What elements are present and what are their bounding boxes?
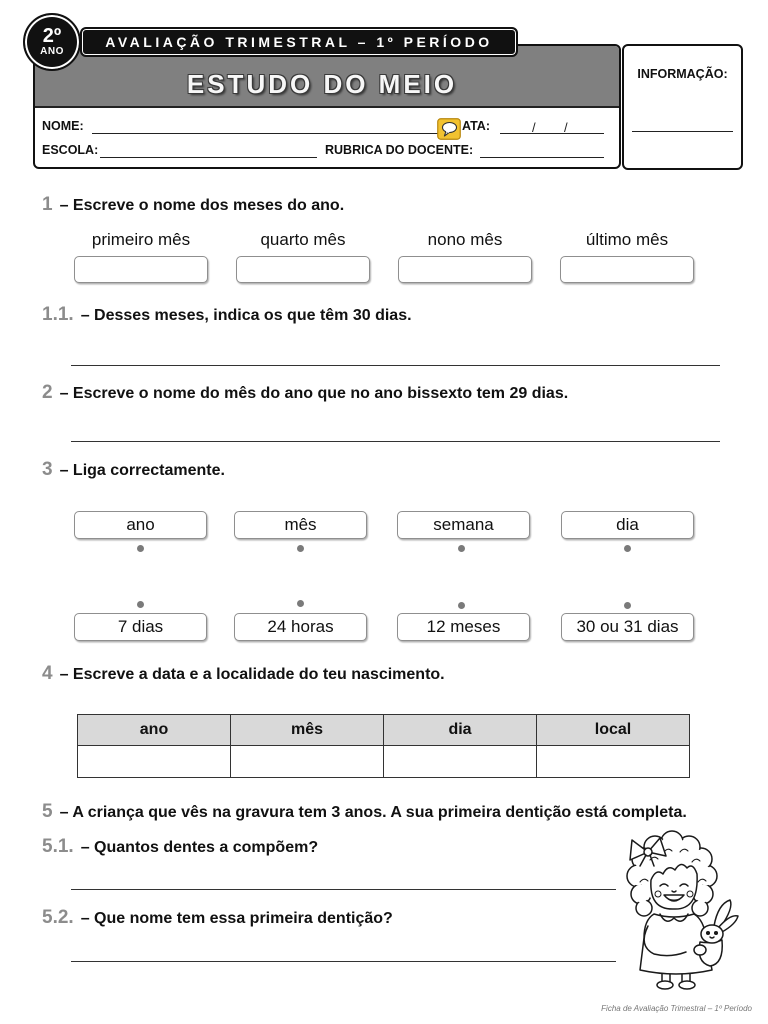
question-number: 5.2.	[42, 907, 74, 928]
match-dot	[297, 600, 304, 607]
question-number: 1.1.	[42, 304, 74, 325]
date-separator: /	[532, 120, 536, 135]
match-item-bottom: 7 dias	[74, 613, 207, 641]
speech-bubble-icon[interactable]	[437, 118, 461, 140]
question-2	[42, 382, 568, 404]
table-header-cell: local	[537, 715, 690, 746]
table-cell	[384, 746, 537, 778]
child-illustration	[620, 830, 740, 992]
question-number: 3	[42, 459, 53, 480]
match-dot	[137, 601, 144, 608]
info-field-line	[632, 131, 733, 132]
answer-line	[71, 961, 616, 962]
table-cell	[78, 746, 231, 778]
match-dot	[137, 545, 144, 552]
question-5-1	[42, 836, 318, 858]
question-number: 1	[42, 194, 53, 215]
table-header-cell: mês	[231, 715, 384, 746]
name-field-line	[92, 133, 455, 134]
question-5-2	[42, 907, 393, 929]
page-footer: Ficha de Avaliação Trimestral – 1º Período	[601, 1004, 752, 1013]
answer-line	[71, 365, 720, 366]
match-dot	[624, 545, 631, 552]
school-field-line	[100, 157, 317, 158]
grade-label: ANO	[40, 46, 64, 57]
question-text: – Escreve a data e a localidade do teu nascimento.	[59, 666, 445, 683]
teacher-signature-line	[480, 157, 604, 158]
date-field-line	[500, 133, 604, 134]
date-separator: /	[564, 120, 568, 135]
match-dot	[458, 602, 465, 609]
teacher-signature-label: RUBRICA DO DOCENTE:	[325, 143, 474, 157]
name-label: NOME:	[42, 119, 84, 133]
birth-table	[77, 714, 690, 778]
month-label: último mês	[585, 230, 669, 249]
subject-title: ESTUDO DO MEIO	[186, 69, 458, 99]
match-item-top: mês	[234, 511, 367, 539]
grade-number: 2º	[42, 25, 62, 47]
grade-badge	[23, 13, 81, 71]
table-header-row	[78, 715, 690, 746]
match-item-bottom: 24 horas	[234, 613, 367, 641]
question-4	[42, 663, 445, 685]
question-text: – Escreve o nome do mês do ano que no ano bissexto tem 29 dias.	[59, 385, 569, 402]
match-dot	[458, 545, 465, 552]
match-dot	[297, 545, 304, 552]
question-5	[42, 801, 687, 823]
assessment-banner: AVALIAÇÃO TRIMESTRAL – 1º PERÍODO	[80, 27, 518, 57]
question-text: – Liga correctamente.	[59, 462, 225, 479]
question-number: 2	[42, 382, 53, 403]
answer-box	[560, 256, 694, 283]
answer-box	[74, 256, 208, 283]
school-label: ESCOLA:	[42, 143, 99, 157]
question-text: – Que nome tem essa primeira dentição?	[80, 910, 393, 927]
month-label: nono mês	[427, 230, 503, 249]
answer-box	[236, 256, 370, 283]
match-item-top: semana	[397, 511, 530, 539]
question-text: – A criança que vês na gravura tem 3 anos. A sua primeira dentição está completa.	[59, 804, 687, 821]
answer-line	[71, 889, 616, 890]
match-item-top: ano	[74, 511, 207, 539]
table-header-cell: ano	[78, 715, 231, 746]
question-text: – Escreve o nome dos meses do ano.	[59, 197, 345, 214]
info-box	[622, 44, 743, 170]
question-number: 5.1.	[42, 836, 74, 857]
question-number: 5	[42, 801, 53, 822]
question-1-1	[42, 304, 412, 326]
month-label: primeiro mês	[91, 230, 191, 249]
header-panel	[33, 44, 621, 169]
match-dot	[624, 602, 631, 609]
match-item-bottom: 30 ou 31 dias	[561, 613, 694, 641]
question-1	[42, 194, 344, 216]
question-text: – Quantos dentes a compõem?	[80, 839, 319, 856]
answer-line	[71, 441, 720, 442]
info-label: INFORMAÇÃO:	[637, 67, 728, 81]
table-header-cell: dia	[384, 715, 537, 746]
question-number: 4	[42, 663, 53, 684]
table-cell	[231, 746, 384, 778]
table-cell	[537, 746, 690, 778]
table-row	[78, 746, 690, 778]
date-label: ATA:	[462, 119, 490, 133]
match-item-bottom: 12 meses	[397, 613, 530, 641]
question-text: – Desses meses, indica os que têm 30 dias.	[80, 307, 412, 324]
answer-box	[398, 256, 532, 283]
match-item-top: dia	[561, 511, 694, 539]
question-3	[42, 459, 225, 481]
month-label: quarto mês	[260, 230, 346, 249]
